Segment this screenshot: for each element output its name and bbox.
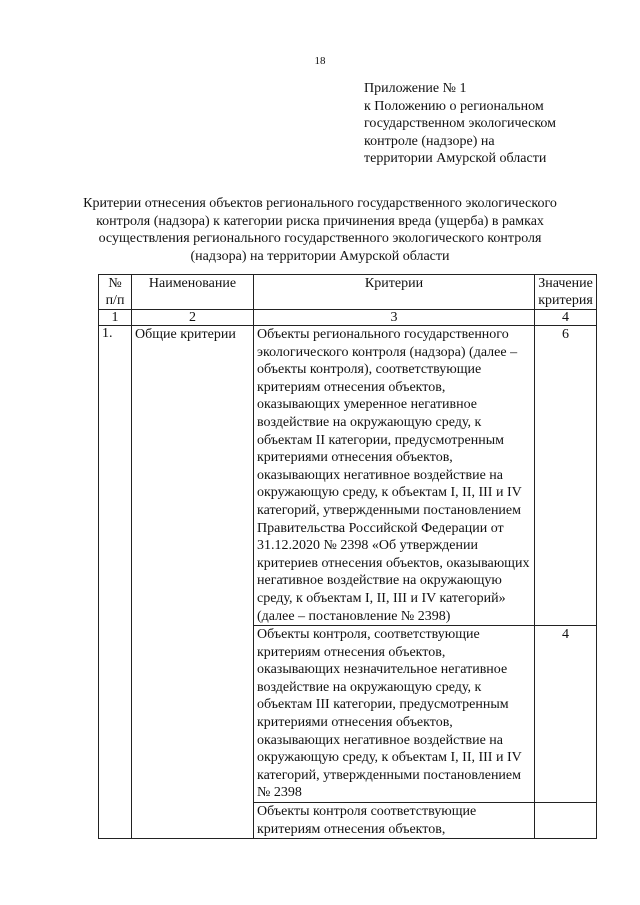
appendix-line: Приложение № 1 [364,81,467,96]
criterion-value: 6 [535,326,597,626]
criterion-text: Объекты регионального государственного экологического контроля (надзора) (далее – объекты контроля), соответствующие критериям отнесения объектов, оказывающих умеренное негативное воздействие на окружающую среду, к объектам II категории, предусмотренным критериями отнесения объектов, оказывающих негативное воздействие на окружающую среду, к объектам I, II, III и IV категорий, утвержденными постановлением Правительства Российской Федерации от 31.12.2020 № 2398 «Об утверждении критериев отнесения объектов, оказывающих негативное воздействие на окружающую среду, к объектам I, II, III и IV категорий» (далее – постановление № 2398) [254,326,535,626]
criterion-text: Объекты контроля соответствующие критериям отнесения объектов, [254,803,535,839]
criteria-table [98,274,597,839]
criterion-text: Объекты контроля, соответствующие критериям отнесения объектов, оказывающих незначительное негативное воздействие на окружающую среду, к объектам III категории, предусмотренным критериями отнесения объектов, оказывающих негативное воздействие на окружающую среду, к объектам I, II, III и IV категорий, утвержденными постановлением № 2398 [254,626,535,803]
document-title: Критерии отнесения объектов регионального государственного экологического контроля (надзора) к категории риска причинения вреда (ущерба) в рамках осуществления регионального государственного экологического контроля (надзора) на территории Амурской области [83,196,557,264]
header-num: № п/п [99,275,132,310]
header-criteria: Критерии [254,275,535,310]
column-number: 2 [132,310,254,326]
column-number-row [99,310,597,326]
appendix-line: территории Амурской области [364,151,547,166]
column-number: 1 [99,310,132,326]
appendix-line: государственном экологическом [364,116,557,131]
column-number: 3 [254,310,535,326]
appendix-line: к Положению о региональном [364,98,544,114]
criterion-value: 4 [535,626,597,803]
table-header-row [99,275,597,310]
appendix-block [364,80,614,168]
header-name: Наименование [132,275,254,310]
header-value: Значение критерия [535,275,597,310]
page-number: 18 [314,55,326,67]
row-number: 1. [99,326,132,839]
column-number: 4 [535,310,597,326]
appendix-line: контроле (надзоре) на [364,133,495,149]
row-name: Общие критерии [132,326,254,839]
table-row [99,326,597,626]
criterion-value [535,803,597,839]
